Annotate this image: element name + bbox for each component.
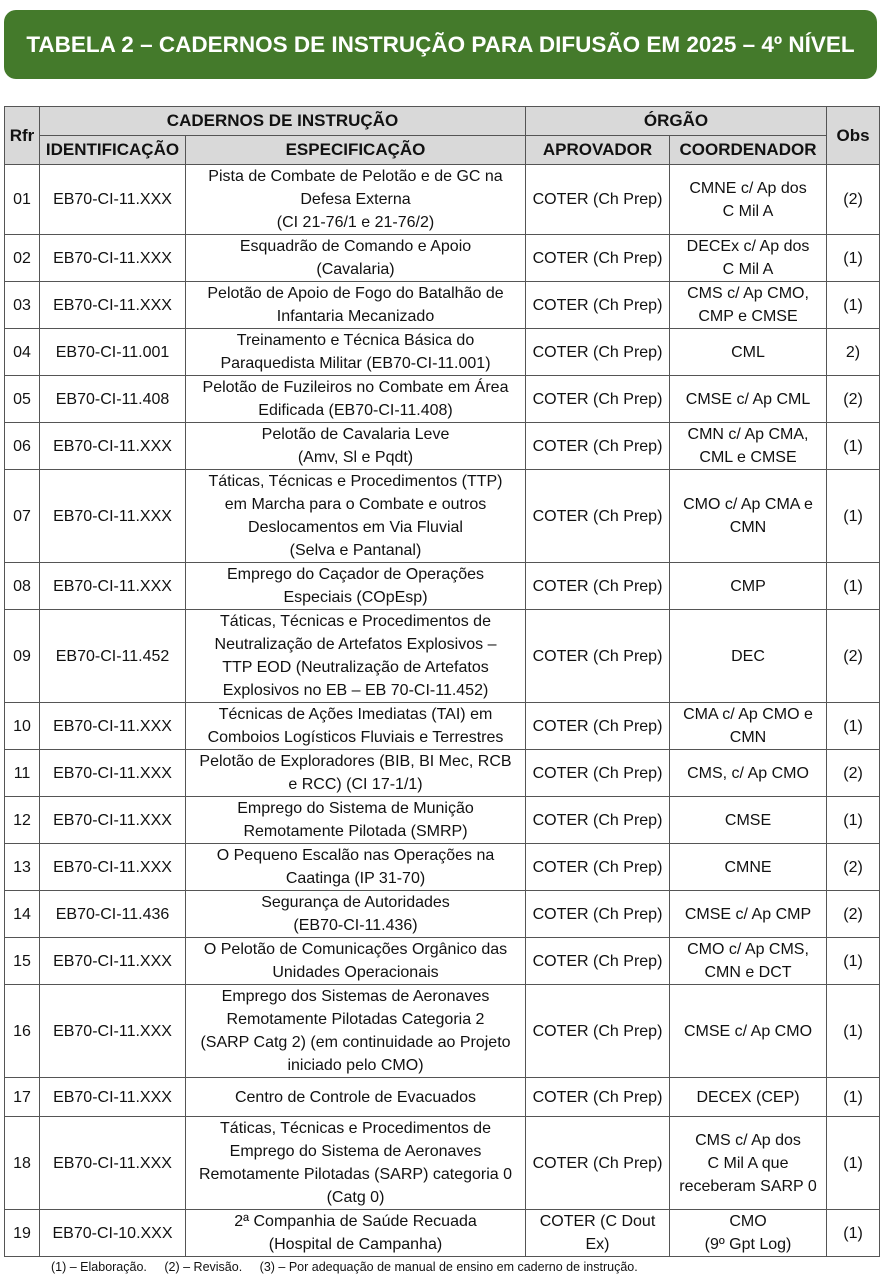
cell-rfr: 07 [5, 470, 40, 563]
header-orgao: ÓRGÃO [526, 107, 827, 136]
table-row [5, 797, 880, 844]
header-rfr: Rfr [5, 107, 40, 165]
cell-identificacao: EB70-CI-11.XXX [40, 235, 186, 282]
cell-aprovador: COTER (Ch Prep) [526, 235, 670, 282]
cell-aprovador: COTER (Ch Prep) [526, 1078, 670, 1117]
cell-aprovador: COTER (Ch Prep) [526, 470, 670, 563]
cell-identificacao: EB70-CI-11.436 [40, 891, 186, 938]
cell-coordenador: DEC [670, 610, 827, 703]
cell-rfr: 15 [5, 938, 40, 985]
cell-obs: (1) [827, 282, 880, 329]
cell-aprovador: COTER (C Dout Ex) [526, 1210, 670, 1257]
cell-identificacao: EB70-CI-11.XXX [40, 423, 186, 470]
cell-coordenador: CMNE c/ Ap dos C Mil A [670, 165, 827, 235]
header-identificacao: IDENTIFICAÇÃO [40, 136, 186, 165]
cell-especificacao: Pelotão de Apoio de Fogo do Batalhão de Infantaria Mecanizado [186, 282, 526, 329]
cell-especificacao: Técnicas de Ações Imediatas (TAI) em Comboios Logísticos Fluviais e Terrestres [186, 703, 526, 750]
cell-aprovador: COTER (Ch Prep) [526, 329, 670, 376]
instruction-table [4, 106, 880, 1257]
cell-identificacao: EB70-CI-11.XXX [40, 844, 186, 891]
cell-especificacao: Emprego do Caçador de Operações Especiais (COpEsp) [186, 563, 526, 610]
cell-identificacao: EB70-CI-10.XXX [40, 1210, 186, 1257]
cell-especificacao: O Pequeno Escalão nas Operações na Caatinga (IP 31-70) [186, 844, 526, 891]
cell-especificacao: Táticas, Técnicas e Procedimentos (TTP) em Marcha para o Combate e outros Deslocamentos em Via Fluvial (Selva e Pantanal) [186, 470, 526, 563]
cell-obs: (2) [827, 891, 880, 938]
table-row [5, 329, 880, 376]
cell-rfr: 03 [5, 282, 40, 329]
cell-aprovador: COTER (Ch Prep) [526, 797, 670, 844]
cell-aprovador: COTER (Ch Prep) [526, 938, 670, 985]
cell-especificacao: Pelotão de Cavalaria Leve (Amv, Sl e Pqdt) [186, 423, 526, 470]
cell-especificacao: O Pelotão de Comunicações Orgânico das Unidades Operacionais [186, 938, 526, 985]
cell-aprovador: COTER (Ch Prep) [526, 165, 670, 235]
cell-rfr: 18 [5, 1117, 40, 1210]
cell-coordenador: CMS c/ Ap dos C Mil A que receberam SARP 0 [670, 1117, 827, 1210]
cell-rfr: 14 [5, 891, 40, 938]
cell-identificacao: EB70-CI-11.XXX [40, 470, 186, 563]
table-body [5, 165, 880, 1257]
cell-coordenador: CMP [670, 563, 827, 610]
table-row [5, 750, 880, 797]
cell-obs: (1) [827, 470, 880, 563]
cell-identificacao: EB70-CI-11.XXX [40, 1078, 186, 1117]
table-row [5, 1210, 880, 1257]
cell-identificacao: EB70-CI-11.XXX [40, 750, 186, 797]
cell-aprovador: COTER (Ch Prep) [526, 282, 670, 329]
header-aprovador: APROVADOR [526, 136, 670, 165]
table-row [5, 985, 880, 1078]
cell-especificacao: Táticas, Técnicas e Procedimentos de Neutralização de Artefatos Explosivos – TTP EOD (Neutralização de Artefatos Explosivos no EB – EB 70-CI-11.452) [186, 610, 526, 703]
cell-aprovador: COTER (Ch Prep) [526, 1117, 670, 1210]
table-row [5, 1078, 880, 1117]
table-row [5, 1117, 880, 1210]
table-row [5, 282, 880, 329]
table-row [5, 376, 880, 423]
cell-obs: (1) [827, 1210, 880, 1257]
title-banner [4, 10, 877, 79]
table-row [5, 235, 880, 282]
cell-aprovador: COTER (Ch Prep) [526, 985, 670, 1078]
cell-coordenador: CMO c/ Ap CMA e CMN [670, 470, 827, 563]
cell-especificacao: Emprego dos Sistemas de Aeronaves Remotamente Pilotadas Categoria 2 (SARP Catg 2) (em continuidade ao Projeto iniciado pelo CMO) [186, 985, 526, 1078]
cell-rfr: 01 [5, 165, 40, 235]
cell-coordenador: CMA c/ Ap CMO e CMN [670, 703, 827, 750]
cell-coordenador: CMS c/ Ap CMO, CMP e CMSE [670, 282, 827, 329]
cell-identificacao: EB70-CI-11.001 [40, 329, 186, 376]
cell-coordenador: CMO c/ Ap CMS, CMN e DCT [670, 938, 827, 985]
cell-identificacao: EB70-CI-11.XXX [40, 282, 186, 329]
footnote-1: (1) – Elaboração. [51, 1260, 147, 1274]
cell-especificacao: Emprego do Sistema de Munição Remotamente Pilotada (SMRP) [186, 797, 526, 844]
cell-especificacao: Centro de Controle de Evacuados [186, 1078, 526, 1117]
page-title: TABELA 2 – CADERNOS DE INSTRUÇÃO PARA DIFUSÃO EM 2025 – 4º NÍVEL [26, 31, 855, 57]
cell-aprovador: COTER (Ch Prep) [526, 703, 670, 750]
cell-rfr: 10 [5, 703, 40, 750]
footnotes [51, 1260, 652, 1274]
header-especificacao: ESPECIFICAÇÃO [186, 136, 526, 165]
cell-obs: (1) [827, 1078, 880, 1117]
cell-coordenador: CMNE [670, 844, 827, 891]
cell-obs: (2) [827, 610, 880, 703]
cell-obs: (2) [827, 376, 880, 423]
cell-identificacao: EB70-CI-11.408 [40, 376, 186, 423]
cell-aprovador: COTER (Ch Prep) [526, 563, 670, 610]
cell-especificacao: Pelotão de Fuzileiros no Combate em Área Edificada (EB70-CI-11.408) [186, 376, 526, 423]
cell-coordenador: CMN c/ Ap CMA, CML e CMSE [670, 423, 827, 470]
cell-identificacao: EB70-CI-11.XXX [40, 165, 186, 235]
cell-aprovador: COTER (Ch Prep) [526, 844, 670, 891]
cell-rfr: 19 [5, 1210, 40, 1257]
table-row [5, 563, 880, 610]
cell-obs: (2) [827, 750, 880, 797]
cell-obs: (1) [827, 423, 880, 470]
cell-coordenador: CMS, c/ Ap CMO [670, 750, 827, 797]
cell-especificacao: Esquadrão de Comando e Apoio (Cavalaria) [186, 235, 526, 282]
footnote-3: (3) – Por adequação de manual de ensino em caderno de instrução. [259, 1260, 638, 1274]
cell-obs: (1) [827, 985, 880, 1078]
cell-identificacao: EB70-CI-11.XXX [40, 1117, 186, 1210]
cell-especificacao: 2ª Companhia de Saúde Recuada (Hospital de Campanha) [186, 1210, 526, 1257]
cell-coordenador: CMO (9º Gpt Log) [670, 1210, 827, 1257]
cell-rfr: 02 [5, 235, 40, 282]
cell-rfr: 13 [5, 844, 40, 891]
cell-identificacao: EB70-CI-11.XXX [40, 563, 186, 610]
footnote-2: (2) – Revisão. [164, 1260, 243, 1274]
cell-rfr: 16 [5, 985, 40, 1078]
cell-coordenador: CMSE c/ Ap CMP [670, 891, 827, 938]
table-row [5, 938, 880, 985]
cell-rfr: 12 [5, 797, 40, 844]
cell-coordenador: DECEx c/ Ap dos C Mil A [670, 235, 827, 282]
cell-identificacao: EB70-CI-11.XXX [40, 985, 186, 1078]
cell-especificacao: Táticas, Técnicas e Procedimentos de Emprego do Sistema de Aeronaves Remotamente Pilotadas (SARP) categoria 0 (Catg 0) [186, 1117, 526, 1210]
table-row [5, 610, 880, 703]
cell-obs: (2) [827, 844, 880, 891]
cell-obs: (1) [827, 703, 880, 750]
cell-especificacao: Treinamento e Técnica Básica do Paraquedista Militar (EB70-CI-11.001) [186, 329, 526, 376]
cell-rfr: 17 [5, 1078, 40, 1117]
cell-coordenador: CMSE c/ Ap CMO [670, 985, 827, 1078]
cell-especificacao: Pelotão de Exploradores (BIB, BI Mec, RCB e RCC) (CI 17-1/1) [186, 750, 526, 797]
cell-rfr: 09 [5, 610, 40, 703]
cell-obs: (1) [827, 797, 880, 844]
cell-coordenador: DECEX (CEP) [670, 1078, 827, 1117]
cell-identificacao: EB70-CI-11.XXX [40, 797, 186, 844]
cell-coordenador: CMSE c/ Ap CML [670, 376, 827, 423]
cell-coordenador: CMSE [670, 797, 827, 844]
cell-aprovador: COTER (Ch Prep) [526, 610, 670, 703]
cell-identificacao: EB70-CI-11.XXX [40, 938, 186, 985]
cell-aprovador: COTER (Ch Prep) [526, 750, 670, 797]
cell-obs: (1) [827, 563, 880, 610]
table-row [5, 844, 880, 891]
table-row [5, 703, 880, 750]
table-row [5, 891, 880, 938]
cell-obs: (1) [827, 938, 880, 985]
cell-aprovador: COTER (Ch Prep) [526, 891, 670, 938]
cell-rfr: 11 [5, 750, 40, 797]
cell-identificacao: EB70-CI-11.XXX [40, 703, 186, 750]
table-row [5, 470, 880, 563]
header-row-bottom [5, 136, 880, 165]
header-cadernos: CADERNOS DE INSTRUÇÃO [40, 107, 526, 136]
cell-aprovador: COTER (Ch Prep) [526, 376, 670, 423]
header-row-top [5, 107, 880, 136]
cell-obs: (2) [827, 165, 880, 235]
table-row [5, 423, 880, 470]
cell-obs: (1) [827, 1117, 880, 1210]
cell-aprovador: COTER (Ch Prep) [526, 423, 670, 470]
header-coordenador: COORDENADOR [670, 136, 827, 165]
header-obs: Obs [827, 107, 880, 165]
cell-rfr: 05 [5, 376, 40, 423]
table-row [5, 165, 880, 235]
cell-obs: (1) [827, 235, 880, 282]
cell-rfr: 08 [5, 563, 40, 610]
cell-especificacao: Segurança de Autoridades (EB70-CI-11.436) [186, 891, 526, 938]
cell-rfr: 06 [5, 423, 40, 470]
cell-especificacao: Pista de Combate de Pelotão e de GC na Defesa Externa (CI 21-76/1 e 21-76/2) [186, 165, 526, 235]
cell-obs: 2) [827, 329, 880, 376]
cell-coordenador: CML [670, 329, 827, 376]
cell-identificacao: EB70-CI-11.452 [40, 610, 186, 703]
cell-rfr: 04 [5, 329, 40, 376]
